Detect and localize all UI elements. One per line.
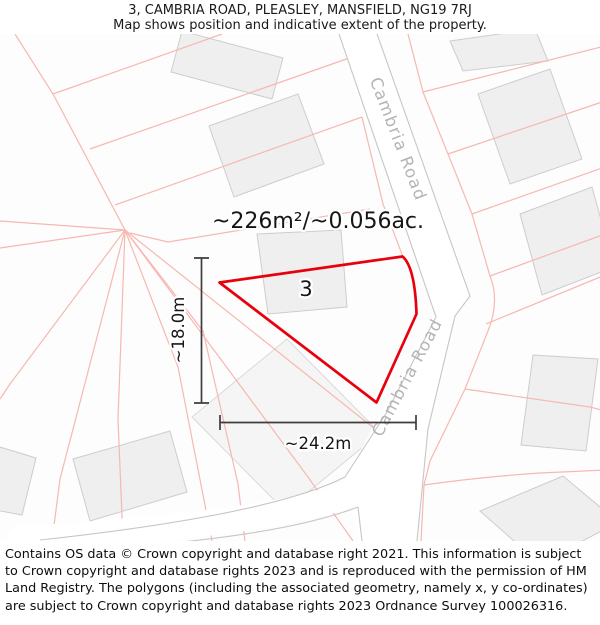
road-surface-branch (20, 494, 350, 539)
building-footprint (73, 431, 187, 521)
parcel-boundary-line (424, 470, 600, 485)
height-dimension-line (194, 258, 209, 403)
page-title: 3, CAMBRIA ROAD, PLEASLEY, MANSFIELD, NG19 7RJ (128, 3, 472, 18)
parcel-boundary-line (0, 230, 125, 399)
page-subtitle: Map shows position and indicative extent of the property. (113, 18, 487, 33)
building-footprint (171, 34, 283, 99)
width-dimension-label: ~24.2m (284, 434, 352, 453)
height-dimension-label: ~18.0m (169, 296, 188, 364)
road-label-lower: Cambria Road (368, 315, 447, 440)
plot-number: 3 (299, 277, 313, 301)
map-container (0, 34, 600, 541)
parcel-boundary-line (0, 230, 125, 248)
building-footprint (480, 476, 600, 541)
building-footprint (450, 34, 548, 71)
parcel-boundary-line (0, 221, 125, 230)
parcel-boundary-line (15, 34, 125, 230)
building-footprint (209, 94, 324, 197)
map-header (0, 0, 600, 34)
road-label-upper: Cambria Road (365, 74, 431, 204)
building-footprint (0, 444, 36, 515)
building-footprint (520, 187, 600, 295)
map-canvas (0, 34, 600, 541)
area-label: ~226m²/~0.056ac. (211, 209, 425, 234)
copyright-notice: Contains OS data © Crown copyright and database right 2021. This information is subject to Crown copyright and database rights 2023 and is reproduced with the permission of HM Land Registry. The polygons (including the associated geometry, namely x, y co-ordinates) are subject to Crown copyright and database rights 2023 Ordnance Survey 100026316. (5, 547, 588, 614)
